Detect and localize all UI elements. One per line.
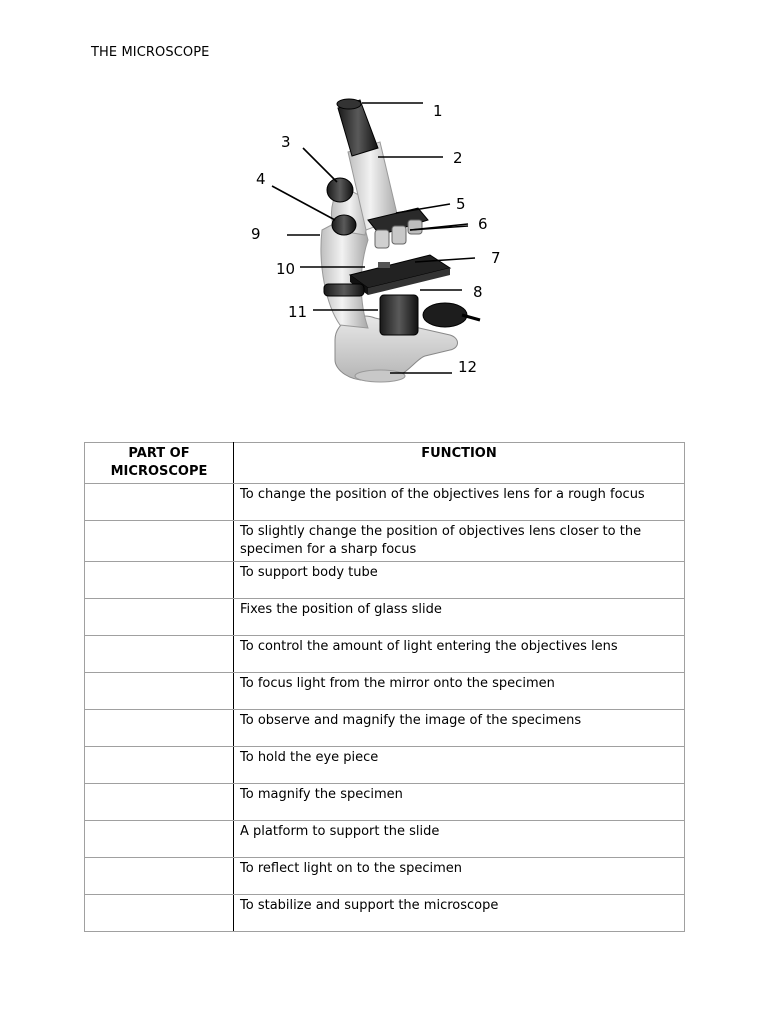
function-cell: To observe and magnify the image of the specimens bbox=[234, 710, 685, 747]
header-part: PART OF MICROSCOPE bbox=[85, 443, 234, 484]
table-row bbox=[85, 710, 685, 747]
table-row bbox=[85, 484, 685, 521]
function-cell: To magnify the specimen bbox=[234, 784, 685, 821]
part-cell[interactable] bbox=[85, 858, 234, 895]
function-cell: To hold the eye piece bbox=[234, 747, 685, 784]
parts-function-table bbox=[84, 442, 685, 932]
part-cell[interactable] bbox=[85, 710, 234, 747]
label-7: 7 bbox=[491, 249, 501, 267]
label-5: 5 bbox=[456, 195, 466, 213]
table-row bbox=[85, 858, 685, 895]
table-body bbox=[85, 484, 685, 932]
table-row bbox=[85, 562, 685, 599]
table-row bbox=[85, 521, 685, 562]
function-cell: Fixes the position of glass slide bbox=[234, 599, 685, 636]
table-row bbox=[85, 784, 685, 821]
part-cell[interactable] bbox=[85, 821, 234, 858]
function-cell: To stabilize and support the microscope bbox=[234, 895, 685, 932]
function-cell: To support body tube bbox=[234, 562, 685, 599]
table-row bbox=[85, 821, 685, 858]
label-9: 9 bbox=[251, 225, 261, 243]
label-2: 2 bbox=[453, 149, 463, 167]
part-cell[interactable] bbox=[85, 747, 234, 784]
label-10: 10 bbox=[276, 260, 296, 278]
table-row bbox=[85, 895, 685, 932]
part-cell[interactable] bbox=[85, 895, 234, 932]
microscope-illustration bbox=[240, 90, 530, 390]
page-title: THE MICROSCOPE bbox=[91, 45, 210, 60]
part-cell[interactable] bbox=[85, 636, 234, 673]
label-8: 8 bbox=[473, 283, 483, 301]
table-row bbox=[85, 599, 685, 636]
function-cell: To control the amount of light entering the objectives lens bbox=[234, 636, 685, 673]
part-cell[interactable] bbox=[85, 562, 234, 599]
header-function: FUNCTION bbox=[234, 443, 685, 484]
part-cell[interactable] bbox=[85, 673, 234, 710]
function-cell: To slightly change the position of objectives lens closer to the specimen for a sharp focus bbox=[234, 521, 685, 562]
function-cell: A platform to support the slide bbox=[234, 821, 685, 858]
part-cell[interactable] bbox=[85, 521, 234, 562]
label-1: 1 bbox=[433, 102, 443, 120]
label-4: 4 bbox=[256, 170, 266, 188]
label-11: 11 bbox=[288, 303, 308, 321]
part-cell[interactable] bbox=[85, 484, 234, 521]
label-6: 6 bbox=[478, 215, 488, 233]
table-header-row bbox=[85, 443, 685, 484]
function-cell: To focus light from the mirror onto the specimen bbox=[234, 673, 685, 710]
part-cell[interactable] bbox=[85, 784, 234, 821]
label-12: 12 bbox=[458, 358, 478, 376]
label-3: 3 bbox=[281, 133, 291, 151]
function-cell: To reflect light on to the specimen bbox=[234, 858, 685, 895]
table-row bbox=[85, 636, 685, 673]
function-cell: To change the position of the objectives lens for a rough focus bbox=[234, 484, 685, 521]
table-row bbox=[85, 747, 685, 784]
part-cell[interactable] bbox=[85, 599, 234, 636]
microscope-diagram bbox=[240, 90, 530, 390]
table-row bbox=[85, 673, 685, 710]
